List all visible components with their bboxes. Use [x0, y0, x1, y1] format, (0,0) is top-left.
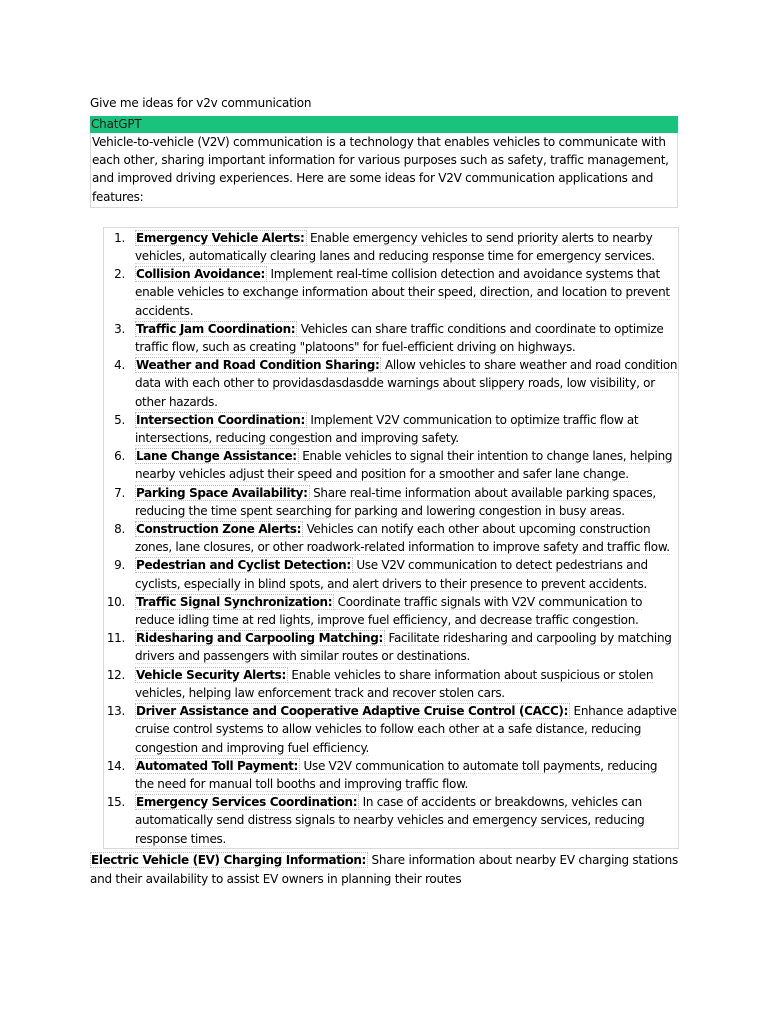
list-item-number: 12.: [106, 667, 125, 682]
list-item-title: Collision Avoidance:: [136, 267, 265, 282]
user-prompt: Give me ideas for v2v communication: [90, 96, 312, 110]
list-item: [104, 629, 678, 665]
list-item-text: Enhance adaptive cruise control systems to allow vehicles to follow each other at a safe distance, reducing congestion and improving fuel efficiency.: [135, 704, 677, 755]
list-item: [104, 356, 678, 411]
list-item-number: 1.: [114, 230, 125, 245]
list-item-number: 13.: [106, 704, 125, 719]
list-item-title: Lane Change Assistance:: [136, 449, 297, 464]
list-item-number: 10.: [106, 594, 125, 609]
list-item-number: 2.: [114, 267, 125, 282]
list-item-text: Implement real-time collision detection and avoidance systems that enable vehicles to exchange information about their speed, direction, and location to prevent accidents.: [135, 267, 670, 318]
list-item-title: Ridesharing and Carpooling Matching:: [136, 631, 383, 646]
list-item-text: Coordinate traffic signals with V2V communication to reduce idling time at red lights, improve fuel efficiency, and decrease traffic congestion.: [135, 594, 643, 628]
list-item-title: Emergency Services Coordination:: [136, 795, 358, 810]
list-item-number: 4.: [114, 358, 125, 373]
list-item-text: Allow vehicles to share weather and road condition data with each other to providasdasdasdde warnings about slippery roads, low visibility, or other hazards.: [135, 358, 678, 409]
list-item-number: 7.: [114, 485, 125, 500]
list-item: [104, 702, 678, 757]
list-item-title: Intersection Coordination:: [136, 412, 305, 427]
list-item-title: Vehicle Security Alerts:: [136, 667, 286, 682]
list-item: [104, 556, 678, 592]
list-item: [104, 666, 678, 702]
ideas-list: [104, 229, 678, 848]
list-item-text: Facilitate ridesharing and carpooling by matching drivers and passengers with similar routes or destinations.: [135, 631, 672, 664]
list-item-text: Enable vehicles to signal their intention to change lanes, helping nearby vehicles adjust their speed and position for a smoother and safer lane change.: [135, 449, 673, 482]
list-item-text: Vehicles can share traffic conditions and coordinate to optimize traffic flow, such as creating "platoons" for fuel-efficient driving on highways.: [135, 321, 664, 355]
outro-paragraph: [90, 851, 678, 889]
list-item-number: 14.: [106, 758, 125, 773]
list-item-text: Vehicles can notify each other about upcoming construction zones, lane closures, or other roadwork-related information to improve safety and traffic flow.: [135, 522, 670, 555]
list-item: [104, 229, 678, 265]
list-item: [104, 484, 678, 520]
assistant-label: ChatGPT: [90, 116, 678, 133]
list-item: [104, 593, 678, 629]
list-item-title: Traffic Signal Synchronization:: [136, 594, 333, 609]
list-item: [104, 265, 678, 320]
list-item-title: Emergency Vehicle Alerts:: [136, 230, 305, 245]
list-item-number: 8.: [114, 522, 125, 537]
list-item-number: 5.: [114, 412, 125, 427]
document-page: [90, 94, 678, 889]
list-item-number: 6.: [114, 449, 125, 464]
list-item: [104, 320, 678, 356]
list-item-number: 3.: [114, 321, 125, 336]
list-item-text: Use V2V communication to automate toll payments, reducing the need for manual toll booths and improving traffic flow.: [135, 758, 658, 791]
list-item-title: Traffic Jam Coordination:: [136, 321, 296, 336]
intro-paragraph: Vehicle-to-vehicle (V2V) communication is a technology that enables vehicles to communicate with each other, sharing important information for various purposes such as safety, traffic management, and improved driving experiences. Here are some ideas for V2V communication applications and features:: [90, 133, 678, 208]
list-item-text: In case of accidents or breakdowns, vehicles can automatically send distress signals to nearby vehicles and emergency services, reducing response times.: [135, 795, 645, 846]
list-item-title: Construction Zone Alerts:: [136, 522, 302, 537]
list-item: [104, 757, 678, 793]
list-item-title: Weather and Road Condition Sharing:: [136, 358, 380, 373]
outro-title: Electric Vehicle (EV) Charging Information:: [91, 852, 366, 867]
list-item-text: Share real-time information about available parking spaces, reducing the time spent searching for parking and lowering congestion in busy areas.: [135, 485, 656, 518]
list-item-text: Use V2V communication to detect pedestrians and cyclists, especially in blind spots, and alert drivers to their presence to prevent accidents.: [135, 558, 648, 591]
list-item-title: Pedestrian and Cyclist Detection:: [136, 558, 351, 573]
list-item-text: Enable emergency vehicles to send priority alerts to nearby vehicles, automatically clearing lanes and reducing response time for emergency services.: [135, 230, 655, 264]
list-item-text: Implement V2V communication to optimize traffic flow at intersections, reducing congestion and improving safety.: [135, 412, 639, 446]
list-item: [104, 793, 678, 848]
list-item: [104, 520, 678, 556]
list-item-title: Parking Space Availability:: [136, 485, 308, 500]
list-item-number: 11.: [106, 631, 125, 646]
list-item: [104, 411, 678, 447]
list-item-number: 9.: [114, 558, 125, 573]
outro-text: Share information about nearby EV charging stations and their availability to assist EV owners in planning their routes: [90, 852, 678, 886]
list-item: [104, 447, 678, 483]
list-item-text: Enable vehicles to share information about suspicious or stolen vehicles, helping law enforcement track and recover stolen cars.: [135, 667, 654, 700]
ideas-list-box: [103, 227, 679, 849]
list-item-title: Automated Toll Payment:: [136, 758, 298, 773]
list-item-title: Driver Assistance and Cooperative Adaptive Cruise Control (CACC):: [136, 704, 569, 719]
list-item-number: 15.: [106, 795, 125, 810]
